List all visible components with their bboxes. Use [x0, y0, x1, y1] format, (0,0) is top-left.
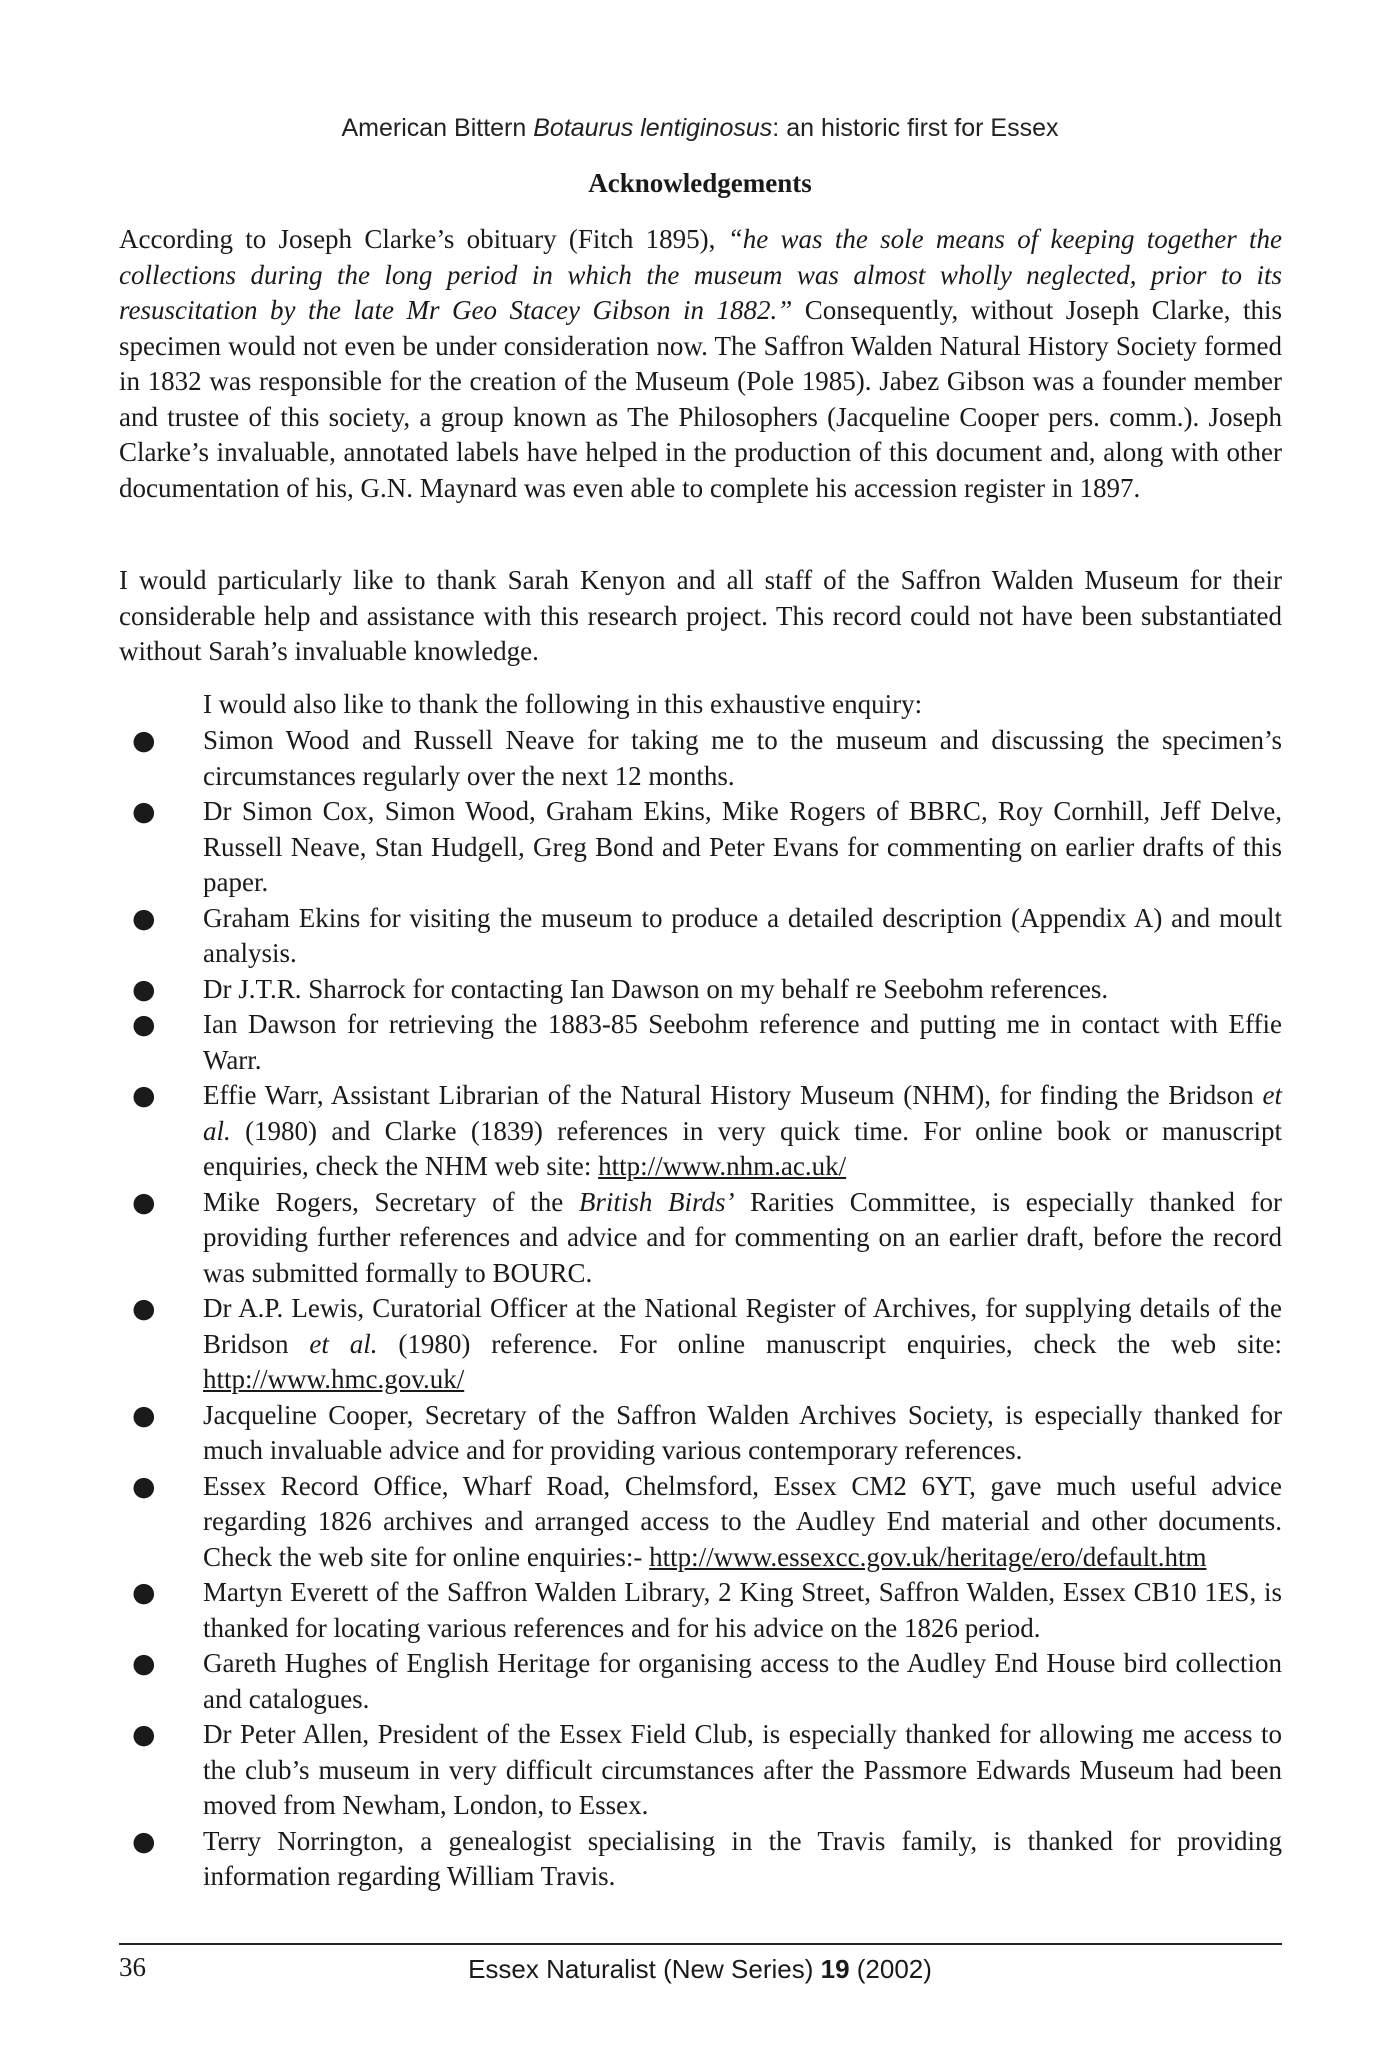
list-item: [0, 1291, 1282, 1398]
list-item-text: Gareth Hughes of English Heritage for organising access to the Audley End House bird collection and catalogues.: [203, 1648, 1282, 1714]
list-item: [0, 972, 1282, 1008]
list-item-text: (1980) and Clarke (1839) references in very quick time. For online book or manuscript enquiries, check the NHM web site:: [203, 1115, 1282, 1181]
bullet-icon: ●: [132, 1719, 156, 1750]
footer-rule: [119, 1943, 1282, 1945]
paragraph-text: According to Joseph Clarke’s obituary (Fitch 1895),: [119, 224, 728, 254]
paragraph-text: Consequently, without Joseph Clarke, this specimen would not even be under consideration now. The Saffron Walden Natural History Society formed in 1832 was responsible for the creation of the Museum (Pole 1985). Jabez Gibson was a founder member and trustee of this society, a group known as The Philosophers (Jacqueline Cooper pers. comm.). Joseph Clarke’s invaluable, annotated labels have helped in the production of this document and, along with other documentation of his, G.N. Maynard was even able to complete his accession register in 1897.: [119, 295, 1282, 503]
list-item: [0, 1824, 1282, 1895]
bullet-icon: ●: [132, 725, 156, 756]
list-item-text: Rarities Committee, is especially thanked for providing further references and advice and for commenting on an earlier draft, before the record was submitted formally to BOURC.: [203, 1186, 1282, 1288]
journal-name: Essex Naturalist (New Series): [468, 1954, 821, 1984]
list-item: [0, 1717, 1282, 1824]
list-item: [0, 1398, 1282, 1469]
list-item-text: Mike Rogers, Secretary of the: [203, 1186, 579, 1217]
hmc-link[interactable]: http://www.hmc.gov.uk/: [203, 1364, 465, 1394]
running-head-suffix: : an historic first for Essex: [772, 114, 1059, 142]
ero-link[interactable]: http://www.essexcc.gov.uk/heritage/ero/default.htm: [649, 1541, 1207, 1572]
list-item: [0, 1646, 1282, 1717]
journal-footer: [0, 1954, 1400, 1985]
bullet-icon: ●: [132, 1080, 156, 1111]
obituary-quote: “he was the sole means of keeping together the collections during the long period in which the museum was almost wholly neglected, prior to its resuscitation by the late Mr Geo Stacey Gibson in 1882.”: [119, 224, 1283, 325]
page-number: 36: [119, 1952, 146, 1982]
species-name: Botaurus lentiginosus: [533, 114, 773, 142]
list-item-text: Ian Dawson for retrieving the 1883-85 Seebohm reference and putting me in contact with Effie Warr.: [203, 1009, 1282, 1075]
list-item-text: Martyn Everett of the Saffron Walden Library, 2 King Street, Saffron Walden, Essex CB10 1ES, is thanked for locating various references and for his advice on the 1826 period.: [203, 1577, 1282, 1643]
bullet-icon: ●: [132, 1009, 156, 1040]
bullet-icon: ●: [132, 796, 156, 827]
et-al-italic: et al.: [309, 1328, 378, 1359]
journal-year: (2002): [849, 1954, 932, 1984]
bullet-icon: ●: [132, 1648, 156, 1679]
list-item-text: Terry Norrington, a genealogist specialising in the Travis family, is thanked for providing information regarding William Travis.: [203, 1825, 1282, 1891]
et-al-italic: et al.: [203, 1080, 1282, 1146]
list-item: [0, 901, 1282, 972]
list-intro: I would also like to thank the following in this exhaustive enquiry:: [203, 689, 923, 719]
list-item-text: Graham Ekins for visiting the museum to produce a detailed description (Appendix A) and moult analysis.: [203, 902, 1282, 968]
list-item-text: Dr J.T.R. Sharrock for contacting Ian Dawson on my behalf re Seebohm references.: [203, 973, 1109, 1004]
bullet-icon: ●: [132, 1399, 156, 1431]
list-item-text: Dr Simon Cox, Simon Wood, Graham Ekins, Mike Rogers of BBRC, Roy Cornhill, Jeff Delve, Russell Neave, Stan Hudgell, Greg Bond and Peter Evans for commenting on earlier drafts of this paper.: [203, 796, 1282, 897]
journal-title-italic: British Birds’: [578, 1186, 735, 1217]
list-item-text: Essex Record Office, Wharf Road, Chelmsford, Essex CM2 6YT, gave much useful advice regarding 1826 archives and arranged access to the Audley End material and other documents. Check the web site for online enquiries:-: [203, 1470, 1282, 1572]
list-item: [0, 723, 1282, 794]
paragraph-obituary: [119, 222, 1282, 506]
list-item-text: Dr A.P. Lewis, Curatorial Officer at the National Register of Archives, for supplying details of the Bridson: [203, 1293, 1282, 1359]
list-item: [0, 794, 1282, 901]
nhm-link[interactable]: http://www.nhm.ac.uk/: [598, 1151, 847, 1181]
list-item: [0, 1469, 1282, 1576]
list-item-text: (1980) reference. For online manuscript enquiries, check the web site:: [377, 1328, 1282, 1359]
list-item: [0, 1575, 1282, 1646]
running-head: [0, 114, 1400, 143]
bullet-icon: ●: [132, 1825, 156, 1857]
bullet-icon: ●: [132, 1293, 156, 1324]
bullet-icon: ●: [132, 1577, 156, 1608]
bullet-icon: ●: [132, 973, 156, 1005]
paragraph-thanks: I would particularly like to thank Sarah Kenyon and all staff of the Saffron Walden Museum for their considerable help and assistance with this research project. This record could not have been substantiated without Sarah’s invaluable knowledge.: [119, 565, 1282, 666]
list-item-text: Effie Warr, Assistant Librarian of the Natural History Museum (NHM), for finding the Bridson: [203, 1080, 1263, 1110]
list-item-text: Jacqueline Cooper, Secretary of the Saffron Walden Archives Society, is especially thanked for much invaluable advice and for providing various contemporary references.: [203, 1399, 1282, 1465]
bullet-icon: ●: [132, 1186, 156, 1218]
bullet-icon: ●: [132, 902, 156, 934]
bullet-icon: ●: [132, 1470, 156, 1502]
list-item: [0, 1078, 1282, 1185]
volume-number: 19: [820, 1954, 850, 1984]
acknowledgement-list: [0, 723, 1400, 1895]
list-item-text: Dr Peter Allen, President of the Essex Field Club, is especially thanked for allowing me access to the club’s museum in very difficult circumstances after the Passmore Edwards Museum had been moved from Newham, London, to Essex.: [203, 1719, 1282, 1820]
list-item-text: Simon Wood and Russell Neave for taking me to the museum and discussing the specimen’s circumstances regularly over the next 12 months.: [203, 725, 1282, 791]
running-head-text: American Bittern: [341, 114, 534, 142]
list-item: [0, 1007, 1282, 1078]
section-heading: Acknowledgements: [588, 168, 812, 198]
list-item: [0, 1185, 1282, 1292]
